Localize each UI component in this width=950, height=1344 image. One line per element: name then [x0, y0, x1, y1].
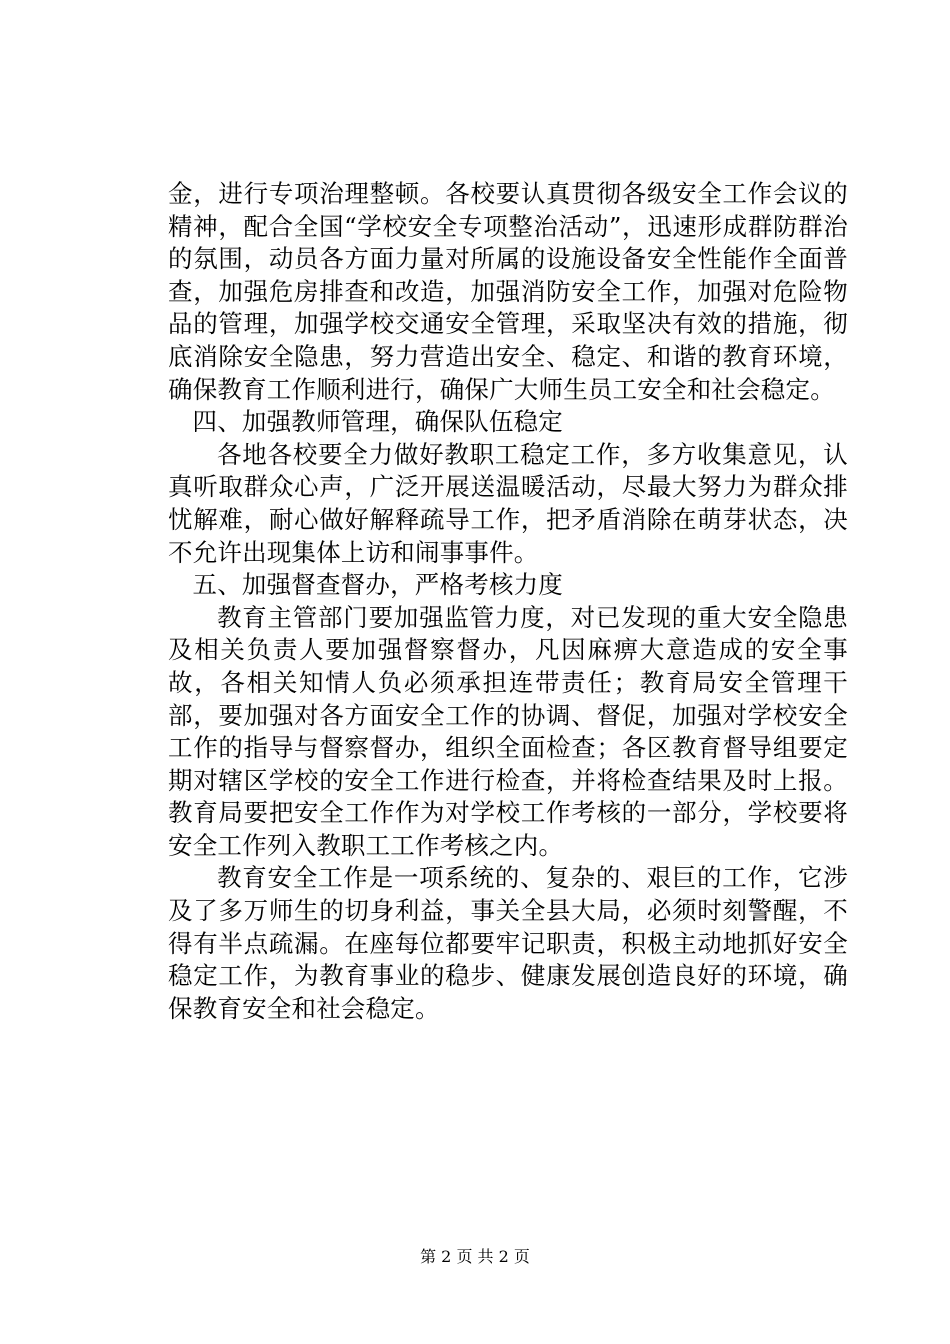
page-number-footer: 第 2 页 共 2 页 [420, 1247, 530, 1266]
section-heading-4: 四、加强教师管理，确保队伍稳定 [192, 407, 563, 437]
paragraph-conclusion: 教育安全工作是一项系统的、复杂的、艰巨的工作，它涉及了多万师生的切身利益，事关全县大局，必须时刻警醒，不得有半点疏漏。在座每位都要牢记职责，积极主动地抓好安全稳定工作，为教育事业的稳步、健康发展创造良好的环境，确保教育安全和社会稳定。 [168, 863, 848, 1023]
paragraph-continuation: 金，进行专项治理整顿。各校要认真贯彻各级安全工作会议的精神，配合全国“学校安全专项整治活动”，迅速形成群防群治的氛围，动员各方面力量对所属的设施设备安全性能作全面普查，加强危房排查和改造，加强消防安全工作，加强对危险物品的管理，加强学校交通安全管理，采取坚决有效的措施，彻底消除安全隐患，努力营造出安全、稳定、和谐的教育环境，确保教育工作顺利进行，确保广大师生员工安全和社会稳定。 [168, 179, 848, 404]
section-heading-5: 五、加强督查督办，严格考核力度 [192, 570, 563, 600]
paragraph-supervision: 教育主管部门要加强监管力度，对已发现的重大安全隐患及相关负责人要加强督察督办，凡因麻痹大意造成的安全事故，各相关知情人负必须承担连带责任；教育局安全管理干部，要加强对各方面安全工作的协调、督促，加强对学校安全工作的指导与督察督办，组织全面检查；各区教育督导组要定期对辖区学校的安全工作进行检查，并将检查结果及时上报。教育局要把安全工作作为对学校工作考核的一部分，学校要将安全工作列入教职工工作考核之内。 [168, 602, 848, 860]
paragraph-teacher-management: 各地各校要全力做好教职工稳定工作，多方收集意见，认真听取群众心声，广泛开展送温暖活动，尽最大努力为群众排忧解难，耐心做好解释疏导工作，把矛盾消除在萌芽状态，决不允许出现集体上访和闹事事件。 [168, 439, 848, 567]
document-body [168, 178, 848, 1025]
